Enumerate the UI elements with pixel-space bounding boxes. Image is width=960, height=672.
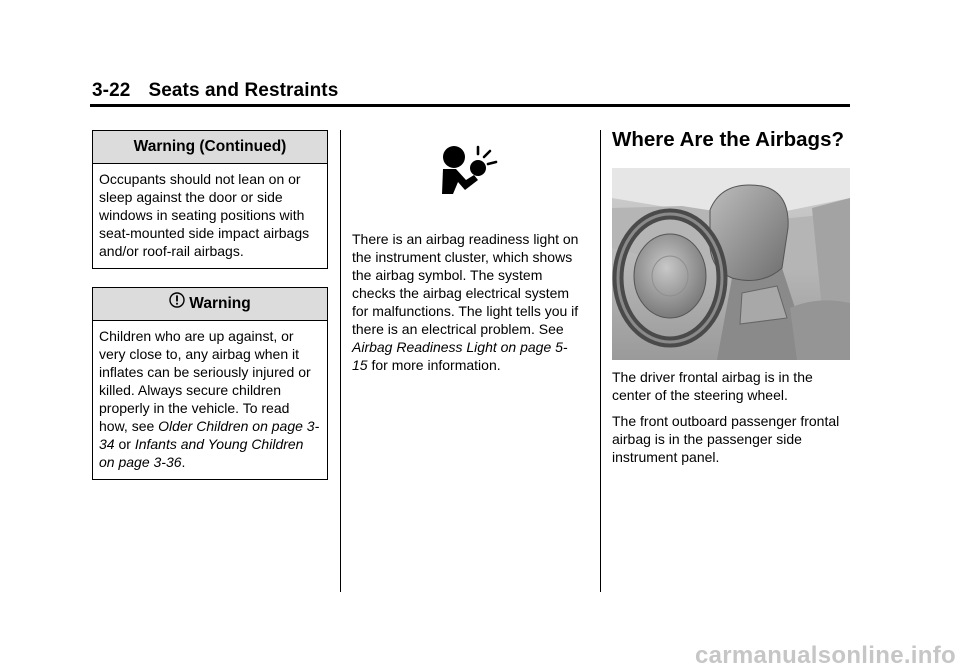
warning-continued-title: Warning (Continued) (93, 131, 327, 164)
column-divider-right (600, 130, 601, 592)
header-rule (90, 104, 850, 107)
readiness-paragraph (352, 230, 582, 374)
warning-title: Warning (189, 295, 251, 313)
page-number: 3-22 (92, 80, 131, 101)
caution-icon (169, 288, 185, 320)
airbag-location-illustration (612, 168, 850, 360)
warning-continued-body: Occupants should not lean on or sleep against the door or side windows in seating positions with seat-mounted side impact airbags and/or roof-rail airbags. (99, 171, 310, 259)
readiness-light-ref[interactable]: Airbag Readiness Light on page 5-15 (352, 339, 568, 373)
readiness-text: There is an airbag readiness light on the instrument cluster, which shows the airbag symbol. The system checks the airbag electrical system for malfunctions. The light tells you if there is an electrical problem. See (352, 231, 579, 337)
warning-box (92, 287, 328, 480)
section-title: Seats and Restraints (148, 80, 339, 101)
warning-text: Children who are up against, or very close to, any airbag when it inflates can be seriously injured or killed. Always secure children properly in the vehicle. To read how, see (99, 328, 311, 434)
infants-ref[interactable]: Infants and Young Children on page 3-36 (99, 436, 304, 470)
page-header (92, 80, 338, 102)
warning-text-or: or (114, 436, 135, 452)
where-airbags-heading: Where Are the Airbags? (612, 128, 844, 151)
warning-body (93, 321, 327, 479)
warning-title-bar (93, 288, 327, 321)
warning-continued-box (92, 130, 328, 269)
airbag-readiness-icon (440, 144, 498, 207)
column-divider-left (340, 130, 341, 592)
warning-text-end: . (181, 454, 186, 470)
driver-airbag-paragraph: The driver frontal airbag is in the center of the steering wheel. (612, 369, 813, 403)
older-children-ref[interactable]: Older Children on page 3-34 (99, 418, 320, 452)
passenger-airbag-paragraph: The front outboard passenger frontal airbag is in the passenger side instrument panel. (612, 413, 840, 465)
readiness-text-end: for more information. (367, 357, 501, 373)
watermark: carmanualsonline.info (694, 642, 956, 669)
where-airbags-text (612, 368, 852, 466)
